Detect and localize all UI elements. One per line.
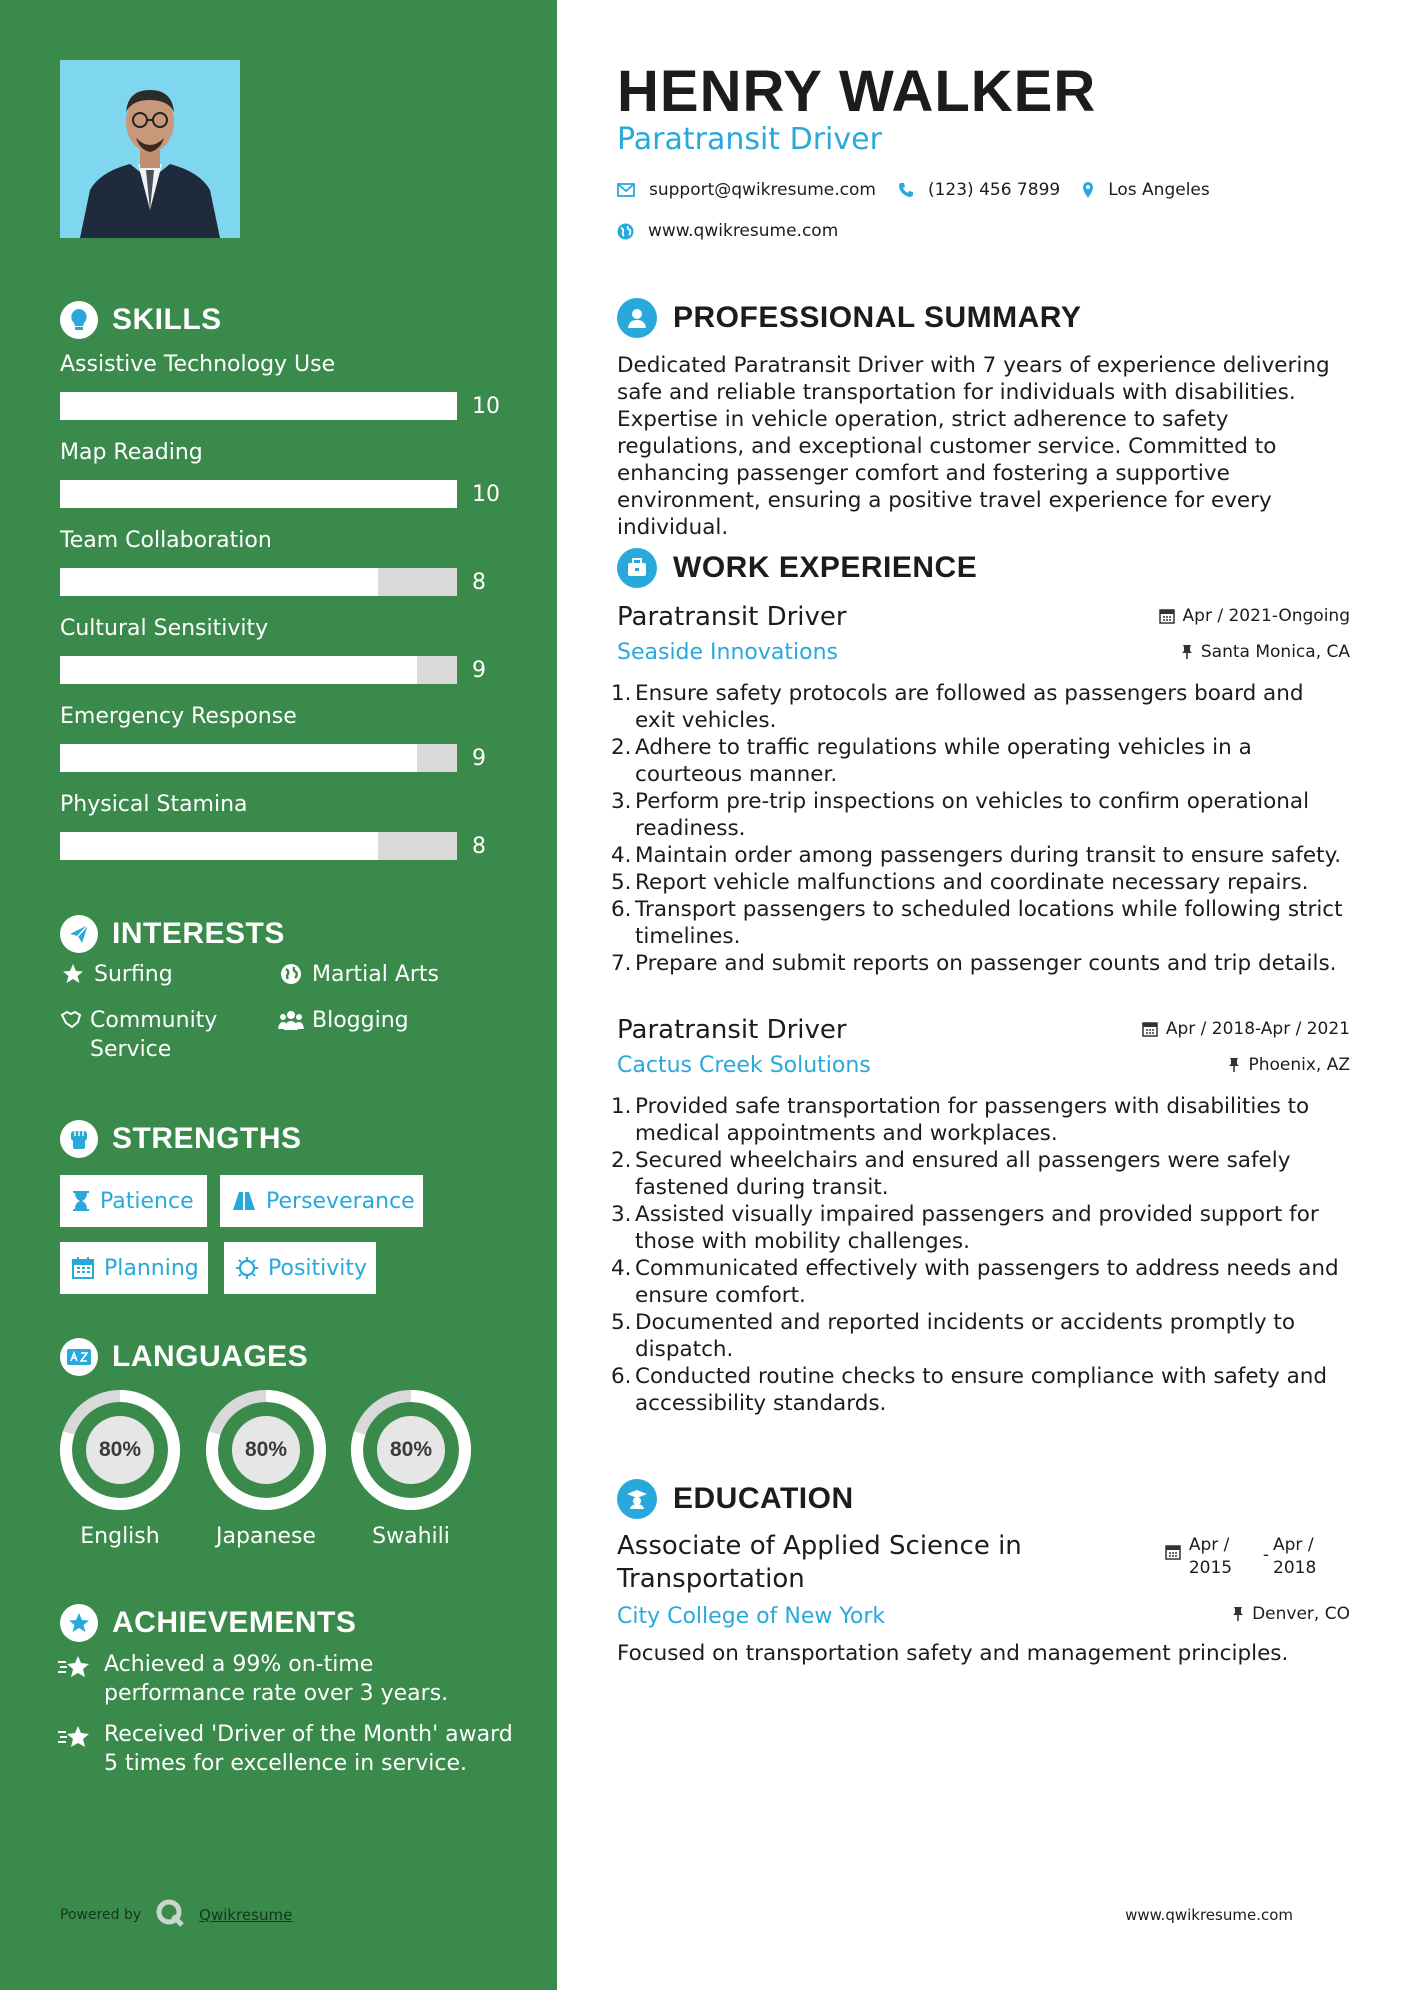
skill-bar-fill (60, 568, 378, 596)
education-dates (1165, 1534, 1317, 1580)
candidate-name: HENRY WALKER (617, 59, 1097, 124)
job-bullet (611, 788, 1350, 842)
bullet-number: 4. (611, 843, 632, 868)
skill-item (60, 438, 520, 526)
job-entry (611, 600, 1350, 977)
degree-title: Associate of Applied Science in Transportation (617, 1531, 1022, 1594)
skill-name: Assistive Technology Use (60, 352, 336, 377)
bullet-number: 6. (611, 1364, 632, 1389)
users-icon (278, 1006, 304, 1035)
contact-row (617, 180, 1210, 200)
job-bullet (611, 950, 1350, 977)
job-bullet (611, 896, 1350, 950)
website-link[interactable]: www.qwikresume.com (648, 221, 839, 241)
language-item (349, 1388, 473, 1549)
interest-item: Surfing (60, 960, 173, 989)
skill-value: 10 (472, 394, 500, 419)
skills-heading: SKILLS (60, 301, 222, 339)
job-bullet (611, 869, 1350, 896)
skill-item (60, 790, 520, 878)
bullet-number: 3. (611, 1202, 632, 1227)
lightbulb-icon (60, 301, 98, 339)
skill-item (60, 702, 520, 790)
language-item (204, 1388, 328, 1549)
education-location: Denver, CO (1232, 1604, 1350, 1624)
bullet-number: 1. (611, 681, 632, 706)
experience-heading: WORK EXPERIENCE (617, 548, 977, 588)
strength-chip: Planning (60, 1242, 208, 1294)
envelope-icon (617, 183, 635, 197)
bullet-text: Communicated effectively with passengers to address needs and ensure comfort. (635, 1256, 1339, 1308)
interest-item: Martial Arts (278, 960, 439, 989)
sun-icon (236, 1257, 258, 1279)
language-name: Japanese (216, 1524, 316, 1549)
strength-chip: Positivity (224, 1242, 376, 1294)
bullet-text: Maintain order among passengers during transit to ensure safety. (635, 843, 1342, 868)
skill-bar-fill (60, 744, 417, 772)
bullet-text: Report vehicle malfunctions and coordinate necessary repairs. (635, 870, 1309, 895)
bullet-text: Conducted routine checks to ensure compliance with safety and accessibility standards. (635, 1364, 1328, 1416)
skill-bar (60, 568, 457, 596)
powered-by: Powered by Qwikresume (60, 1898, 292, 1932)
graduate-icon (617, 1479, 657, 1519)
job-title: Paratransit Driver (617, 602, 847, 632)
strength-chip: Patience (60, 1175, 207, 1227)
skill-name: Emergency Response (60, 704, 297, 729)
bullet-number: 2. (611, 1148, 632, 1173)
company-name: Seaside Innovations (617, 640, 838, 665)
bullet-text: Assisted visually impaired passengers and provided support for those with mobility challenges. (635, 1202, 1319, 1254)
achievements-heading: ACHIEVEMENTS (60, 1604, 356, 1642)
map-pin-icon (1082, 181, 1094, 199)
skill-bar (60, 832, 457, 860)
pushpin-icon (1228, 1057, 1240, 1073)
paper-plane-icon (60, 915, 98, 953)
strengths-heading: STRENGTHS (60, 1120, 302, 1158)
job-bullet (611, 1255, 1350, 1309)
job-date: Apr / 2018-Apr / 2021 (1142, 1019, 1350, 1039)
calendar-icon (1159, 608, 1175, 624)
handshake-icon (60, 1006, 82, 1064)
skill-bar-fill (60, 832, 378, 860)
skill-item (60, 526, 520, 614)
skill-bar (60, 656, 457, 684)
education-start: Apr / 2015 (1188, 1535, 1233, 1578)
skill-name: Physical Stamina (60, 792, 248, 817)
education-end: Apr / 2018 (1273, 1535, 1317, 1578)
skill-name: Cultural Sensitivity (60, 616, 269, 641)
skill-value: 8 (472, 834, 486, 859)
pushpin-icon (1232, 1606, 1244, 1622)
education-entry (617, 1530, 1350, 1668)
job-bullet (611, 1093, 1350, 1147)
email-link[interactable]: support@qwikresume.com (649, 180, 876, 200)
bullet-number: 3. (611, 789, 632, 814)
pushpin-icon (1181, 644, 1193, 660)
user-icon (617, 298, 657, 338)
skill-item (60, 614, 520, 702)
globe-icon (278, 960, 304, 989)
skill-bar-fill (60, 480, 457, 508)
skill-bar (60, 744, 457, 772)
skill-value: 9 (472, 746, 486, 771)
job-bullet (611, 1309, 1350, 1363)
job-bullet (611, 680, 1350, 734)
bullet-text: Secured wheelchairs and ensured all passengers were safely fastened during transit. (635, 1148, 1291, 1200)
bullet-number: 2. (611, 735, 632, 760)
star-badge-icon (58, 1720, 92, 1778)
education-date-dash: - (1262, 1545, 1269, 1565)
skill-item (60, 350, 520, 438)
job-title: Paratransit Driver (617, 1015, 847, 1045)
qwikresume-link[interactable]: Qwikresume (199, 1906, 293, 1924)
job-bullets (611, 1093, 1350, 1417)
road-icon (232, 1191, 256, 1211)
job-bullet (611, 734, 1350, 788)
bullet-text: Ensure safety protocols are followed as passengers board and exit vehicles. (635, 681, 1304, 733)
language-percent: 80% (389, 1438, 433, 1461)
website-row (617, 221, 838, 241)
calendar-icon (72, 1257, 94, 1279)
bullet-number: 5. (611, 1310, 632, 1335)
phone-number[interactable]: (123) 456 7899 (927, 180, 1061, 200)
footer-url[interactable]: www.qwikresume.com (1125, 1906, 1293, 1924)
bullet-text: Prepare and submit reports on passenger counts and trip details. (635, 951, 1337, 976)
bullet-text: Perform pre-trip inspections on vehicles to confirm operational readiness. (635, 789, 1310, 841)
skills-list (60, 350, 520, 878)
job-bullet (611, 1147, 1350, 1201)
job-bullet (611, 1201, 1350, 1255)
bullet-number: 5. (611, 870, 632, 895)
summary-heading: PROFESSIONAL SUMMARY (617, 298, 1081, 338)
bullet-text: Provided safe transportation for passengers with disabilities to medical appointments and workplaces. (635, 1094, 1310, 1146)
languages-heading: LANGUAGES (60, 1338, 308, 1376)
job-date: Apr / 2021-Ongoing (1159, 606, 1350, 626)
language-item (58, 1388, 182, 1549)
briefcase-icon (617, 548, 657, 588)
calendar-icon (1142, 1021, 1158, 1037)
sidebar (0, 0, 557, 1990)
skill-value: 10 (472, 482, 500, 507)
interests-heading: INTERESTS (60, 915, 285, 953)
globe-icon (617, 223, 634, 240)
skill-bar-fill (60, 656, 417, 684)
language-name: Swahili (372, 1524, 450, 1549)
language-name: English (80, 1524, 160, 1549)
skill-value: 8 (472, 570, 486, 595)
fist-icon (60, 1120, 98, 1158)
strength-chip: Perseverance (220, 1175, 423, 1227)
bullet-text: Adhere to traffic regulations while operating vehicles in a courteous manner. (635, 735, 1252, 787)
achievement-item: Received 'Driver of the Month' award 5 times for excellence in service. (58, 1720, 518, 1778)
qwikresume-logo-icon (155, 1898, 185, 1932)
star-icon (60, 960, 86, 989)
bullet-text: Transport passengers to scheduled locations while following strict timelines. (635, 897, 1343, 949)
bullet-number: 4. (611, 1256, 632, 1281)
job-bullet (611, 842, 1350, 869)
skill-bar-fill (60, 392, 457, 420)
skill-bar (60, 480, 457, 508)
skill-name: Map Reading (60, 440, 203, 465)
achievement-item: Achieved a 99% on-time performance rate over 3 years. (58, 1650, 518, 1708)
skill-bar (60, 392, 457, 420)
job-location: Phoenix, AZ (1228, 1055, 1350, 1075)
school-name: City College of New York (617, 1604, 886, 1629)
award-star-icon (60, 1604, 98, 1642)
education-heading: EDUCATION (617, 1479, 854, 1519)
achievements-list (58, 1650, 518, 1790)
skill-value: 9 (472, 658, 486, 683)
skill-name: Team Collaboration (60, 528, 272, 553)
company-name: Cactus Creek Solutions (617, 1053, 871, 1078)
phone-icon (898, 182, 914, 198)
calendar-icon (1165, 1534, 1181, 1580)
bullet-number: 6. (611, 897, 632, 922)
interest-item: Community Service (60, 1006, 230, 1064)
interest-item: Blogging (278, 1006, 409, 1035)
education-description: Focused on transportation safety and management principles. (617, 1641, 1289, 1666)
candidate-title: Paratransit Driver (617, 122, 882, 157)
bullet-text: Documented and reported incidents or accidents promptly to dispatch. (635, 1310, 1296, 1362)
language-percent: 80% (244, 1438, 288, 1461)
bullet-number: 1. (611, 1094, 632, 1119)
hourglass-icon (72, 1190, 90, 1212)
language-percent: 80% (98, 1438, 142, 1461)
location-text: Los Angeles (1108, 180, 1210, 200)
bullet-number: 7. (611, 951, 632, 976)
job-bullets (611, 680, 1350, 977)
star-badge-icon (58, 1650, 92, 1708)
job-entry (611, 1013, 1350, 1417)
main-content (611, 0, 1350, 1990)
summary-text: Dedicated Paratransit Driver with 7 years of experience delivering safe and reliable transportation for individuals with disabilities. Expertise in vehicle operation, strict adherence to safety regulations, and exceptional customer service. Committed to enhancing passenger comfort and fostering a supportive environment, ensuring a positive travel experience for every individual. (617, 353, 1330, 540)
translate-icon (60, 1338, 98, 1376)
profile-photo (60, 60, 240, 238)
job-bullet (611, 1363, 1350, 1417)
job-location: Santa Monica, CA (1181, 642, 1350, 662)
